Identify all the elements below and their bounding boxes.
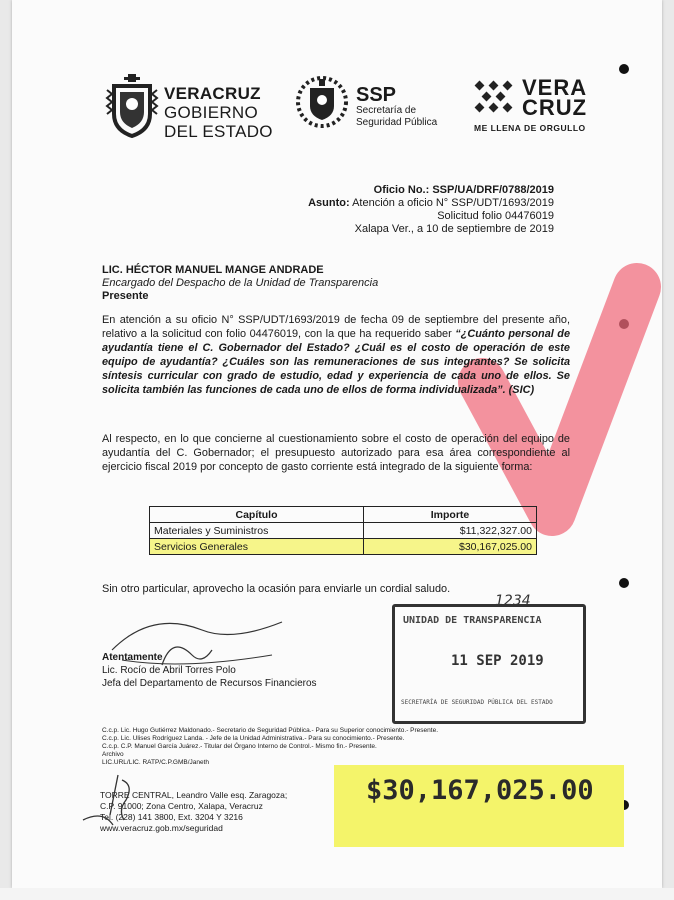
table-cell-importe: $30,167,025.00 <box>364 539 537 555</box>
ccp-line: C.c.p. C.P. Manuel García Juárez.- Titular del Órgano Interno de Control.- Mismo fin.- Presente. <box>102 743 377 750</box>
vera-logo-line2: CRUZ <box>522 95 588 120</box>
recipient-name: LIC. HÉCTOR MANUEL MANGE ANDRADE <box>102 264 324 276</box>
stamp-date: 11 SEP 2019 <box>451 653 544 669</box>
paragraph-request-intro: En atención a su oficio N° SSP/UDT/1693/2019 de fecha 09 de septiembre del presente año, relativo a la solicitud con folio 04476019, con la que ha requerido saber <box>102 314 570 340</box>
asunto-line2: Solicitud folio 04476019 <box>437 210 554 222</box>
gov-logo-line1: VERACRUZ <box>164 84 261 103</box>
asunto-label: Asunto: <box>308 197 350 209</box>
table-row <box>150 523 537 539</box>
paragraph-request-question: “¿Cuánto personal de ayudantía tiene el C. Gobernador del Estado? ¿Cuál es el costo de operación de este equipo de ayudantía? ¿Cuáles son las remuneraciones de sus integrantes? Se solicita síntesis curricular con grado de estudio, edad y experiencia de cada uno de ellos. Se solicita también las funciones de cada uno de ellos de forma individualizada”. (SIC) <box>102 328 570 396</box>
table-row-highlighted <box>150 539 537 555</box>
vera-logo-tagline: ME LLENA DE ORGULLO <box>474 123 586 133</box>
received-stamp <box>392 593 586 724</box>
bottom-strip <box>0 888 674 900</box>
recipient-block <box>102 264 378 303</box>
veracruz-brand-pattern-icon <box>474 80 514 114</box>
gov-logo-line3: DEL ESTADO <box>164 122 273 141</box>
recipient-presente: Presente <box>102 290 149 302</box>
gov-logo-line2: GOBIERNO <box>164 103 259 122</box>
footer-line: C.P. 91000; Zona Centro, Xalapa, Veracruz <box>100 801 263 811</box>
gov-logo-text <box>164 84 273 141</box>
ccp-block <box>102 727 522 767</box>
table-header-row <box>150 507 537 523</box>
highlighted-amount: $30,167,025.00 <box>334 765 624 847</box>
footer-line: Tel. (228) 141 3800, Ext. 3204 Y 3216 <box>100 812 243 822</box>
closing-text: Sin otro particular, aprovecho la ocasión para enviarle un cordial saludo. <box>102 583 451 595</box>
signature-name: Lic. Rocío de Abril Torres Polo <box>102 665 236 676</box>
document-page <box>12 0 662 888</box>
footer-line: TORRE CENTRAL, Leandro Valle esq. Zaragoza; <box>100 790 288 800</box>
signature-block <box>102 651 317 690</box>
stamp-number: 1234 <box>495 593 531 609</box>
header-block <box>308 184 554 236</box>
table-header-capitulo: Capítulo <box>150 507 364 523</box>
ccp-line: C.c.p. Lic. Ulises Rodríguez Landa. - Jefe de la Unidad Administrativa.- Para su conocimiento.- Presente. <box>102 735 405 742</box>
paragraph-response: Al respecto, en lo que concierne al cuestionamiento sobre el costo de operación del equipo de ayudantía del C. Gobernador; el presupuesto autorizado para esa área correspondiente al ejercicio fiscal 2019 por concepto de gasto corriente está integrado de la siguiente forma: <box>102 433 570 473</box>
veracruz-coat-of-arms-icon <box>104 72 160 138</box>
footer-line: www.veracruz.gob.mx/seguridad <box>100 823 223 833</box>
stamp-bottom-text: SECRETARÍA DE SEGURIDAD PÚBLICA DEL ESTADO <box>401 699 553 706</box>
punch-hole-dot <box>619 64 629 74</box>
stamp-line1: UNIDAD DE TRANSPARENCIA <box>403 615 542 626</box>
vera-logo-text <box>522 75 588 120</box>
place-date: Xalapa Ver., a 10 de septiembre de 2019 <box>354 223 554 235</box>
vera-logo-line1: VERA <box>522 75 588 100</box>
handwritten-initials-icon <box>78 770 148 830</box>
ssp-logo-subtitle <box>356 105 437 129</box>
ccp-archivo: Archivo <box>102 751 124 758</box>
table-cell-importe: $11,322,327.00 <box>364 523 537 539</box>
ccp-initials: LIC.URL/LIC. RATP/C.P.GMB/Janeth <box>102 759 210 766</box>
cost-table <box>149 506 537 555</box>
ccp-line: C.c.p. Lic. Hugo Gutiérrez Maldonado.- Secretario de Seguridad Pública.- Para su Superior conocimiento.- Presente. <box>102 727 439 734</box>
punch-hole-dot <box>619 578 629 588</box>
ssp-shield-icon <box>296 76 348 128</box>
recipient-role: Encargado del Despacho de la Unidad de Transparencia <box>102 277 379 289</box>
oficio-label: Oficio No.: <box>373 184 430 196</box>
table-header-importe: Importe <box>364 507 537 523</box>
signature-title: Jefa del Departamento de Recursos Financieros <box>102 678 317 689</box>
ssp-sub-line1: Secretaría de <box>356 105 417 116</box>
asunto-line1: Atención a oficio N° SSP/UDT/1693/2019 <box>352 197 554 209</box>
table-cell-capitulo: Materiales y Suministros <box>150 523 364 539</box>
oficio-number: SSP/UA/DRF/0788/2019 <box>432 184 554 196</box>
table-cell-capitulo: Servicios Generales <box>150 539 364 555</box>
ssp-logo-title: SSP <box>356 84 397 106</box>
paragraph-request <box>102 313 570 397</box>
signature-atentamente: Atentamente <box>102 652 163 663</box>
ssp-sub-line2: Seguridad Pública <box>356 117 438 128</box>
